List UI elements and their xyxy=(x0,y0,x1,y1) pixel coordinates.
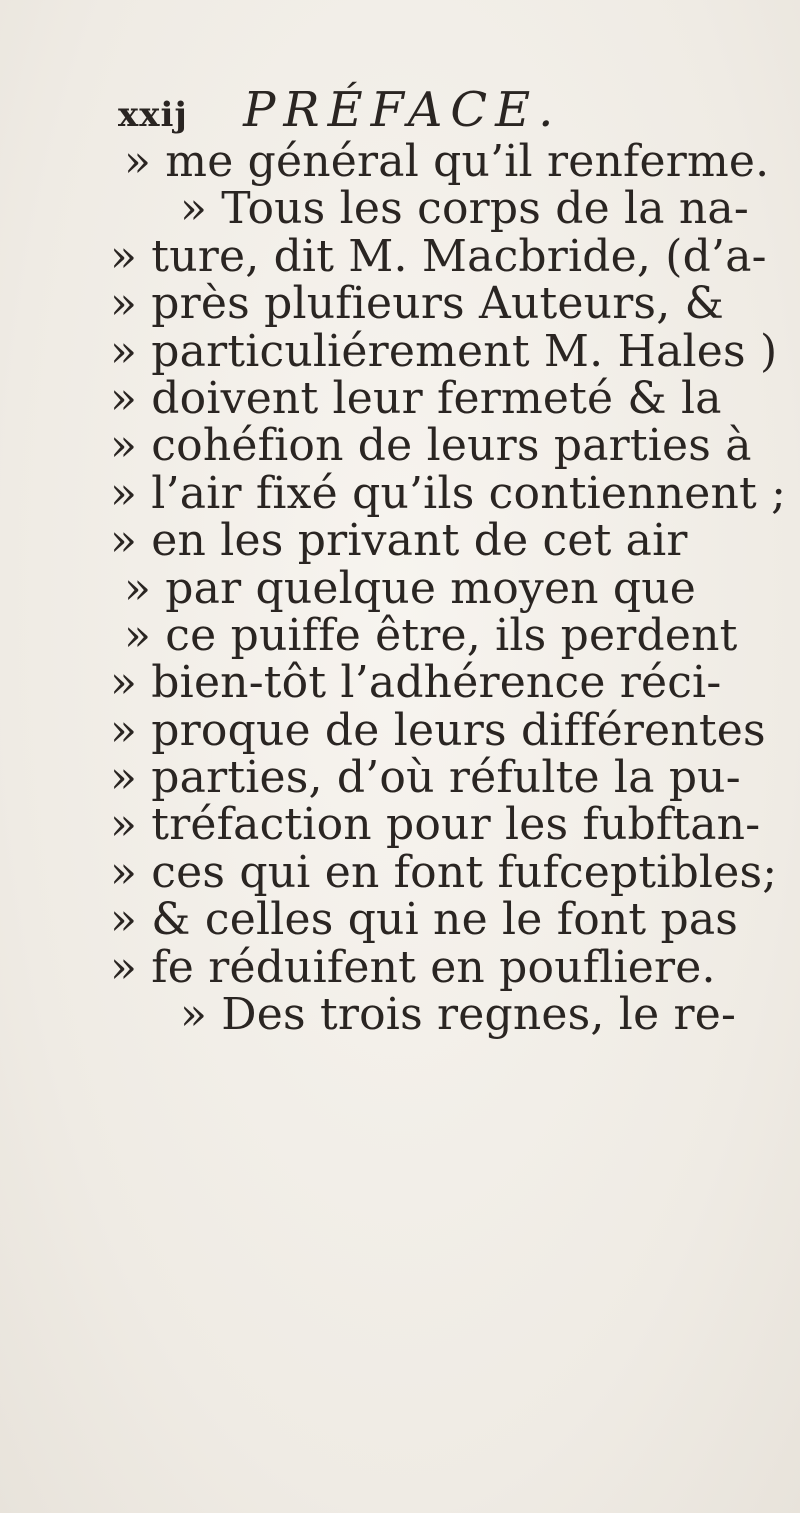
page-header xyxy=(118,82,562,138)
text-line: » tréfaction pour les fubftan- xyxy=(110,799,761,851)
text-line: » fe réduifent en poufliere. xyxy=(110,941,716,993)
text-line: » près plufieurs Auteurs, & xyxy=(110,278,724,330)
text-line: » Des trois regnes, le re- xyxy=(180,989,737,1041)
text-line: » l’air fixé qu’ils contiennent ; xyxy=(110,467,787,519)
running-title: PRÉFACE. xyxy=(243,82,562,138)
text-line: » me général qu’il renferme. xyxy=(124,136,770,187)
text-line: » particuliérement M. Hales ) xyxy=(110,325,778,377)
text-line: » cohéfion de leurs parties à xyxy=(110,420,752,472)
text-line: » doivent leur fermeté & la xyxy=(110,372,722,424)
text-line: » ce puiffe être, ils perdent xyxy=(124,609,738,661)
text-line: » Tous les corps de la na- xyxy=(180,183,749,235)
text-line: » ture, dit M. Macbride, (d’a- xyxy=(110,230,767,282)
text-line: » bien-tôt l’adhérence réci- xyxy=(110,657,722,709)
text-line: » & celles qui ne le font pas xyxy=(110,894,739,946)
text-line: » en les privant de cet air xyxy=(110,515,688,567)
body-text xyxy=(110,136,790,1041)
text-line: » ces qui en font fufceptibles; xyxy=(110,846,778,898)
text-line: » parties, d’où réfulte la pu- xyxy=(110,752,741,804)
text-line: » par quelque moyen que xyxy=(124,562,697,614)
text-line: » proque de leurs différentes xyxy=(110,704,766,756)
page-number: xxij xyxy=(118,95,188,135)
